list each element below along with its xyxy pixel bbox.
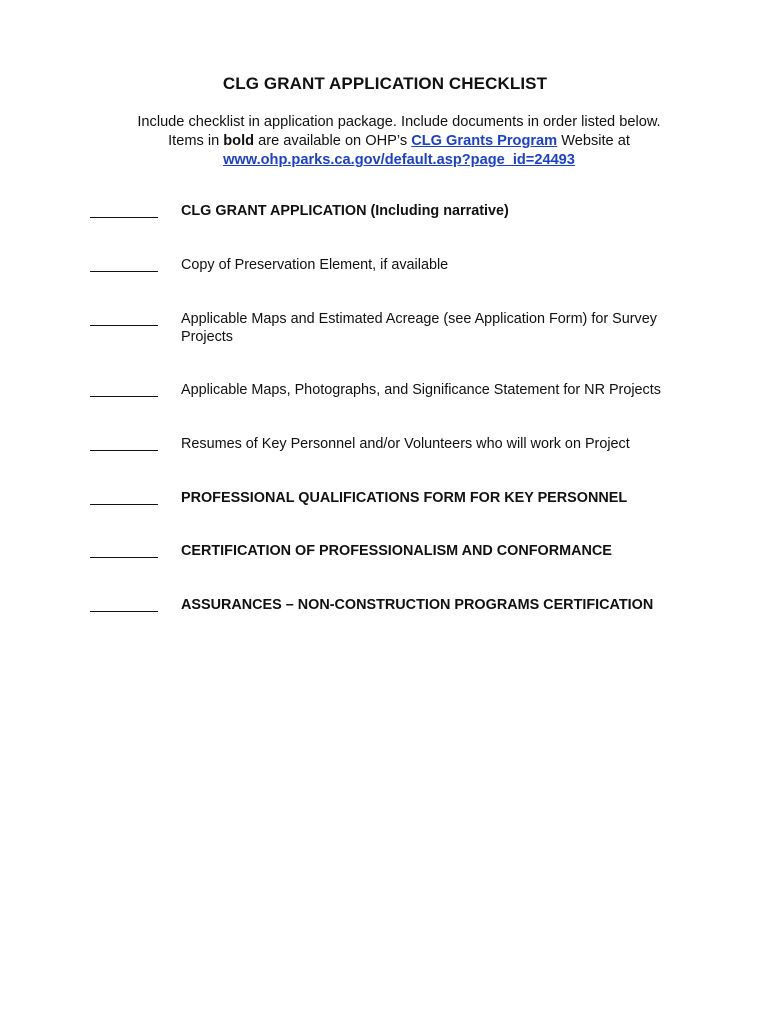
checkbox-blank-line[interactable] <box>90 396 158 397</box>
intro-line-1: Include checklist in application package. Include documents in order listed below. <box>137 114 661 130</box>
intro-line-2 <box>0 132 770 151</box>
intro-line-2-suffix: Website at <box>557 133 630 149</box>
checklist-item-label: Applicable Maps and Estimated Acreage (see Application Form) for Survey Projects <box>181 311 657 345</box>
checklist-item-label: ASSURANCES – NON-CONSTRUCTION PROGRAMS CERTIFICATION <box>181 597 654 613</box>
intro-line-3 <box>0 151 770 170</box>
checklist-item-label: CERTIFICATION OF PROFESSIONALISM AND CONFORMANCE <box>181 543 612 559</box>
checkbox-blank-line[interactable] <box>90 611 158 612</box>
checklist-item-label: Applicable Maps, Photographs, and Significance Statement for NR Projects <box>181 382 661 398</box>
checklist-item-label: Resumes of Key Personnel and/or Volunteers who will work on Project <box>181 436 630 452</box>
intro-line-2-prefix: Items in <box>168 133 224 149</box>
page-title: CLG GRANT APPLICATION CHECKLIST <box>222 74 548 93</box>
checkbox-blank-line[interactable] <box>90 271 158 272</box>
checkbox-blank-line[interactable] <box>90 450 158 451</box>
intro-paragraph <box>0 113 770 170</box>
checklist-item-label: CLG GRANT APPLICATION (Including narrative) <box>181 203 509 219</box>
intro-bold-word: bold <box>223 133 255 149</box>
checkbox-blank-line[interactable] <box>90 557 158 558</box>
checkbox-blank-line[interactable] <box>90 504 158 505</box>
checkbox-blank-line[interactable] <box>90 325 158 326</box>
clg-grants-program-link[interactable]: CLG Grants Program <box>411 133 558 149</box>
checkbox-blank-line[interactable] <box>90 217 158 218</box>
checklist-item-label: PROFESSIONAL QUALIFICATIONS FORM FOR KEY PERSONNEL <box>181 490 628 506</box>
ohp-website-link[interactable]: www.ohp.parks.ca.gov/default.asp?page_id=24493 <box>223 152 575 168</box>
intro-line-2-middle: are available on OHP’s <box>254 133 412 149</box>
checklist-item-label: Copy of Preservation Element, if available <box>181 257 449 273</box>
